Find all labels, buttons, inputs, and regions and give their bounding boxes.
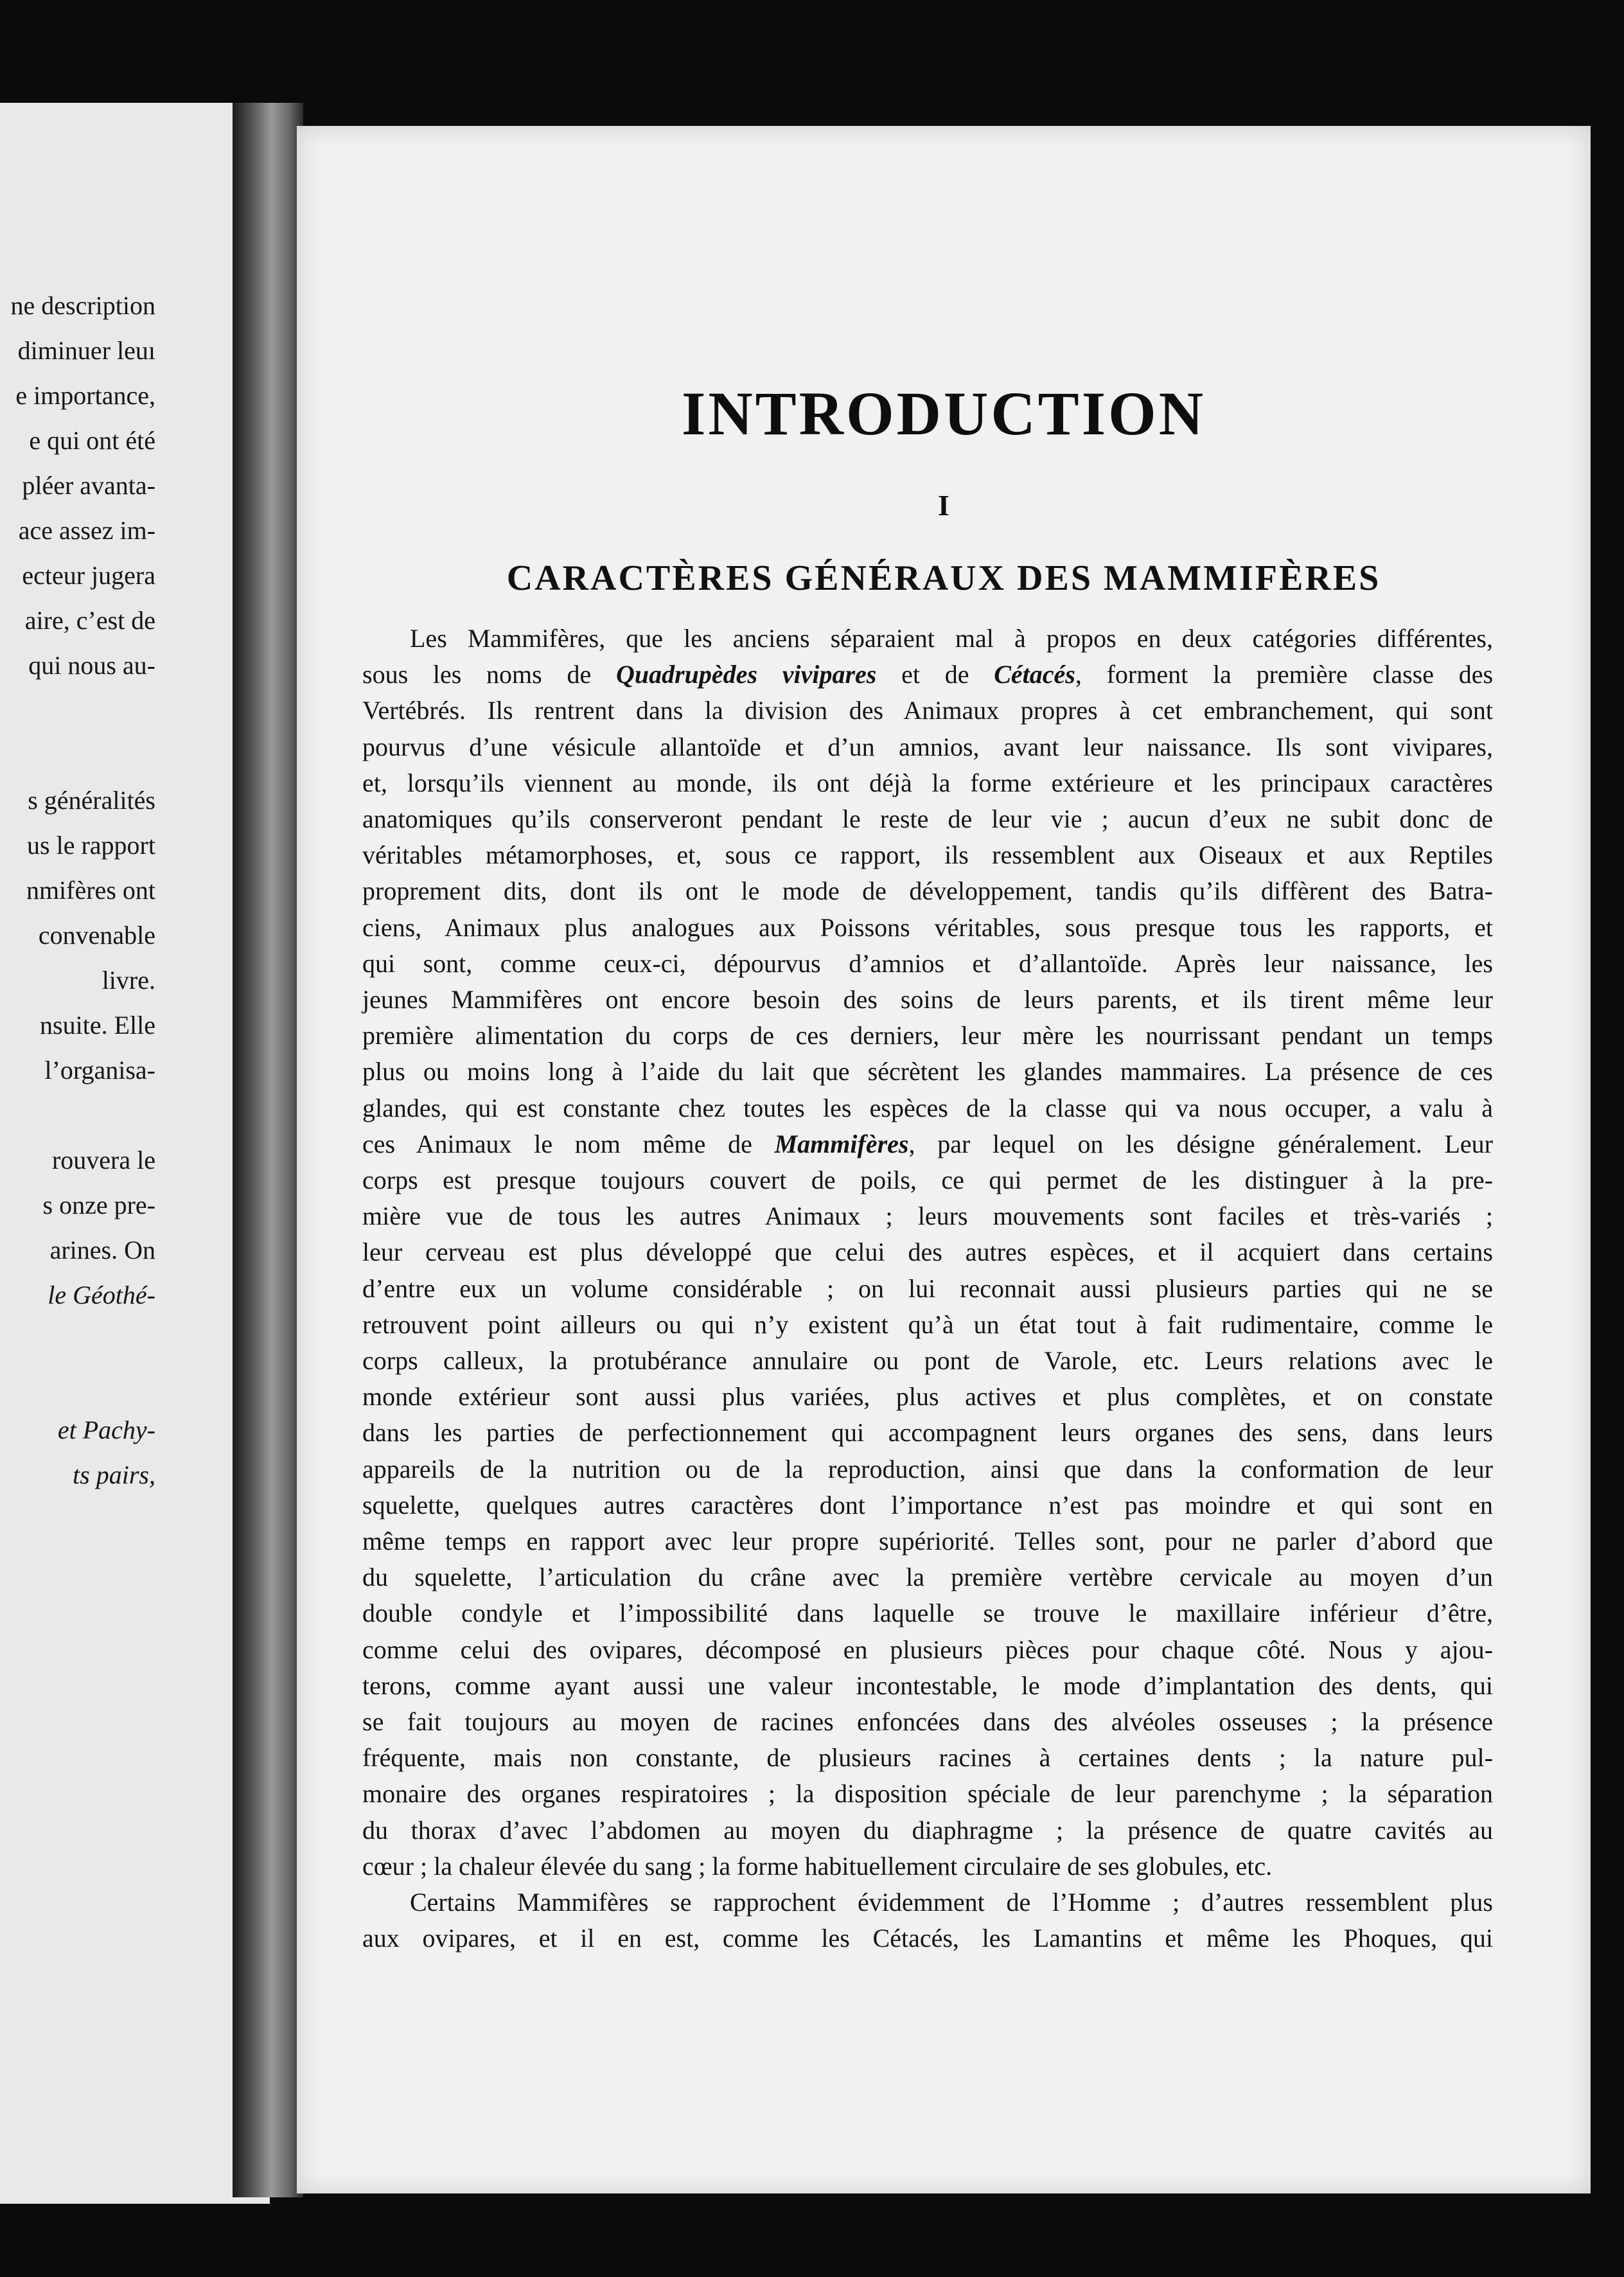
body-line: première alimentation du corps de ces derniers, leur mère les nourrissant pendant un temps: [362, 1021, 1493, 1050]
body-line: comme celui des ovipares, décomposé en plusieurs pièces pour chaque côté. Nous y ajou-: [362, 1635, 1493, 1664]
body-line: fréquente, mais non constante, de plusieurs racines à certaines dents ; la nature pul-: [362, 1743, 1493, 1772]
left-page-line: e qui ont été: [29, 426, 155, 455]
body-line: du squelette, l’articulation du crâne avec la première vertèbre cervicale au moyen d’un: [362, 1563, 1493, 1591]
left-page-line: us le rapport: [27, 831, 155, 860]
body-line: monaire des organes respiratoires ; la disposition spéciale de leur parenchyme ; la séparation: [362, 1779, 1493, 1808]
body-line: ces Animaux le nom même de Mammifères, par lequel on les désigne généralement. Leur: [362, 1130, 1493, 1158]
left-page-line: s onze pre-: [42, 1191, 155, 1219]
body-line: jeunes Mammifères ont encore besoin des soins de leurs parents, et ils tirent même leur: [362, 985, 1493, 1014]
left-page-line: s généralités: [28, 786, 155, 815]
left-page-line: livre.: [102, 966, 155, 995]
left-page-line: et Pachy-: [57, 1415, 155, 1444]
body-line: qui sont, comme ceux-ci, dépourvus d’amnios et d’allantoïde. Après leur naissance, les: [362, 949, 1493, 978]
body-line: retrouvent point ailleurs ou qui n’y existent qu’à un état tout à fait rudimentaire, comme le: [362, 1310, 1493, 1339]
body-line: d’entre eux un volume considérable ; on lui reconnait aussi plusieurs parties qui ne se: [362, 1274, 1493, 1303]
left-page-line: ts pairs,: [73, 1460, 155, 1489]
body-line: se fait toujours au moyen de racines enfoncées dans des alvéoles osseuses ; la présence: [362, 1707, 1493, 1736]
body-line: corps est presque toujours couvert de poils, ce qui permet de les distinguer à la pre-: [362, 1165, 1493, 1194]
body-line: squelette, quelques autres caractères dont l’importance n’est pas moindre et qui sont en: [362, 1491, 1493, 1519]
body-line: appareils de la nutrition ou de la reproduction, ainsi que dans la conformation de leur: [362, 1455, 1493, 1484]
body-line: glandes, qui est constante chez toutes les espèces de la classe qui va nous occuper, a valu à: [362, 1094, 1493, 1122]
left-page-line: nmifères ont: [26, 876, 155, 905]
left-page-line: pléer avanta-: [22, 471, 155, 500]
body-line: dans les parties de perfectionnement qui accompagnent leurs organes des sens, dans leurs: [362, 1418, 1493, 1447]
section-title: CARACTÈRES GÉNÉRAUX DES MAMMIFÈRES: [506, 558, 1381, 598]
left-page-line: le Géothé-: [48, 1280, 155, 1309]
body-line: plus ou moins long à l’aide du lait que sécrètent les glandes mammaires. La présence de ces: [362, 1057, 1493, 1086]
page-title: INTRODUCTION: [681, 379, 1206, 448]
left-page-line: ace assez im-: [18, 516, 155, 545]
body-line: proprement dits, dont ils ont le mode de développement, tandis qu’ils diffèrent des Batra-: [362, 876, 1493, 905]
left-page-line: arines. On: [49, 1236, 155, 1264]
body-line: mière vue de tous les autres Animaux ; leurs mouvements sont faciles et très-variés ;: [362, 1201, 1493, 1230]
section-number: I: [938, 489, 949, 522]
body-line: Vertébrés. Ils rentrent dans la division des Animaux propres à cet embranchement, qui sont: [362, 696, 1493, 725]
left-page-line: ne description: [10, 291, 155, 320]
left-page-line: convenable: [38, 921, 155, 950]
body-line: même temps en rapport avec leur propre supériorité. Telles sont, pour ne parler d’abord que: [362, 1527, 1493, 1555]
left-page-line: diminuer leuı: [17, 336, 155, 365]
body-line: ciens, Animaux plus analogues aux Poissons véritables, sous presque tous les rapports, et: [362, 913, 1493, 942]
left-page-line: qui nous au-: [28, 651, 155, 680]
body-line: double condyle et l’impossibilité dans laquelle se trouve le maxillaire inférieur d’être,: [362, 1599, 1493, 1627]
left-page-line: l’organisa-: [44, 1056, 155, 1085]
left-page-line: e importance,: [15, 381, 155, 410]
body-line: corps calleux, la protubérance annulaire ou pont de Varole, etc. Leurs relations avec le: [362, 1346, 1493, 1375]
body-line: anatomiques qu’ils conserveront pendant le reste de leur vie ; aucun d’eux ne subit donc de: [362, 804, 1493, 833]
left-page-line: nsuite. Elle: [40, 1011, 155, 1040]
body-line: sous les noms de Quadrupèdes vivipares et de Cétacés, forment la première classe des: [362, 660, 1494, 689]
body-line: du thorax d’avec l’abdomen au moyen du diaphragme ; la présence de quatre cavités au: [362, 1816, 1493, 1845]
right-page: [297, 126, 1591, 2193]
body-line: pourvus d’une vésicule allantoïde et d’un amnios, avant leur naissance. Ils sont vivipares,: [362, 732, 1493, 761]
left-page-line: ecteur jugera: [22, 561, 155, 590]
body-line: cœur ; la chaleur élevée du sang ; la forme habituellement circulaire de ses globules, etc.: [362, 1852, 1273, 1881]
body-line: véritables métamorphoses, et, sous ce rapport, ils ressemblent aux Oiseaux et aux Reptiles: [362, 840, 1493, 869]
body-line: Certains Mammifères se rapprochent évidemment de l’Homme ; d’autres ressemblent plus: [410, 1888, 1493, 1917]
left-page: [0, 103, 270, 2204]
left-page-line: aire, c’est de: [24, 606, 155, 635]
body-line: Les Mammifères, que les anciens séparaient mal à propos en deux catégories différentes,: [410, 624, 1493, 653]
body-line: leur cerveau est plus développé que celui des autres espèces, et il acquiert dans certains: [362, 1237, 1493, 1266]
book-spine: [233, 103, 303, 2197]
left-page-line: rouvera le: [51, 1146, 155, 1174]
body-line: monde extérieur sont aussi plus variées, plus actives et plus complètes, et on constate: [362, 1382, 1493, 1411]
body-line: aux ovipares, et il en est, comme les Cétacés, les Lamantins et même les Phoques, qui: [362, 1924, 1493, 1953]
body-line: et, lorsqu’ils viennent au monde, ils ont déjà la forme extérieure et les principaux caractères: [362, 768, 1493, 797]
body-line: terons, comme ayant aussi une valeur incontestable, le mode d’implantation des dents, qui: [362, 1671, 1493, 1700]
